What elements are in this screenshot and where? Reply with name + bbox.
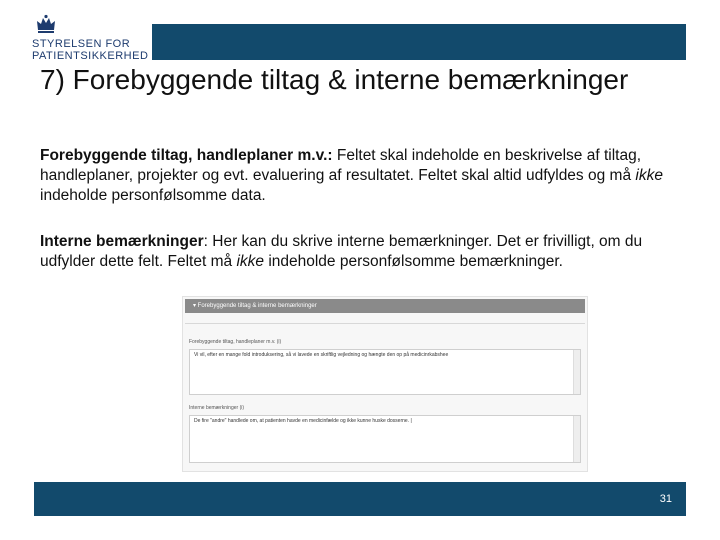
top-band [152,24,686,60]
form-divider [185,323,585,324]
form-textarea-interne-value: De fire "andre" handlede om, at patienten havde en medicinfælde og ikke kunne huske dosserne. | [194,418,412,424]
paragraph-interne-heading: Interne bemærkninger [40,233,204,250]
paragraph-forebyggende-text1: Feltet skal indeholde en beskrivelse af tiltag, handleplaner, projekter og evt. evaluering af resultatet. Feltet skal altid udfyldes og må [40,147,641,184]
logo [30,14,160,64]
embedded-form-screenshot [182,296,588,472]
form-section-header: ▾ Forebyggende tiltag & interne bemærkninger [185,299,585,313]
form-label-interne: Interne bemærkninger (i) [189,405,245,411]
crown-icon [35,14,57,34]
form-label-forebyggende: Forebyggende tiltag, handleplaner m.v. (i) [189,339,282,345]
paragraph-interne-emphasis: ikke [236,253,265,270]
scrollbar [573,416,580,462]
paragraph-forebyggende [40,146,680,206]
logo-line1: STYRELSEN FOR [32,38,131,50]
page-title: 7) Forebyggende tiltag & interne bemærkninger [40,64,629,95]
logo-line2: PATIENTSIKKERHED [32,50,149,62]
scrollbar [573,350,580,394]
footer-band [34,482,686,516]
paragraph-interne [40,232,680,272]
paragraph-forebyggende-text2: indeholde personfølsomme data. [40,187,266,204]
page-number: 31 [659,493,672,505]
paragraph-forebyggende-emphasis: ikke [635,167,663,184]
form-textarea-forebyggende [189,349,581,395]
paragraph-interne-text2: indeholde personfølsomme bemærkninger. [264,253,563,270]
form-textarea-forebyggende-value: Vi vil, efter en mange fold introduksering, så vi lavede en skriftlig vejledning og hængte den op på medicinrkabshee [194,352,449,358]
paragraph-forebyggende-heading: Forebyggende tiltag, handleplaner m.v.: [40,147,333,164]
paragraph-interne-text1: : Her kan du skrive interne bemærkninger. Det er frivilligt, om du udfylder dette felt. Feltet må [40,233,643,270]
form-textarea-interne [189,415,581,463]
